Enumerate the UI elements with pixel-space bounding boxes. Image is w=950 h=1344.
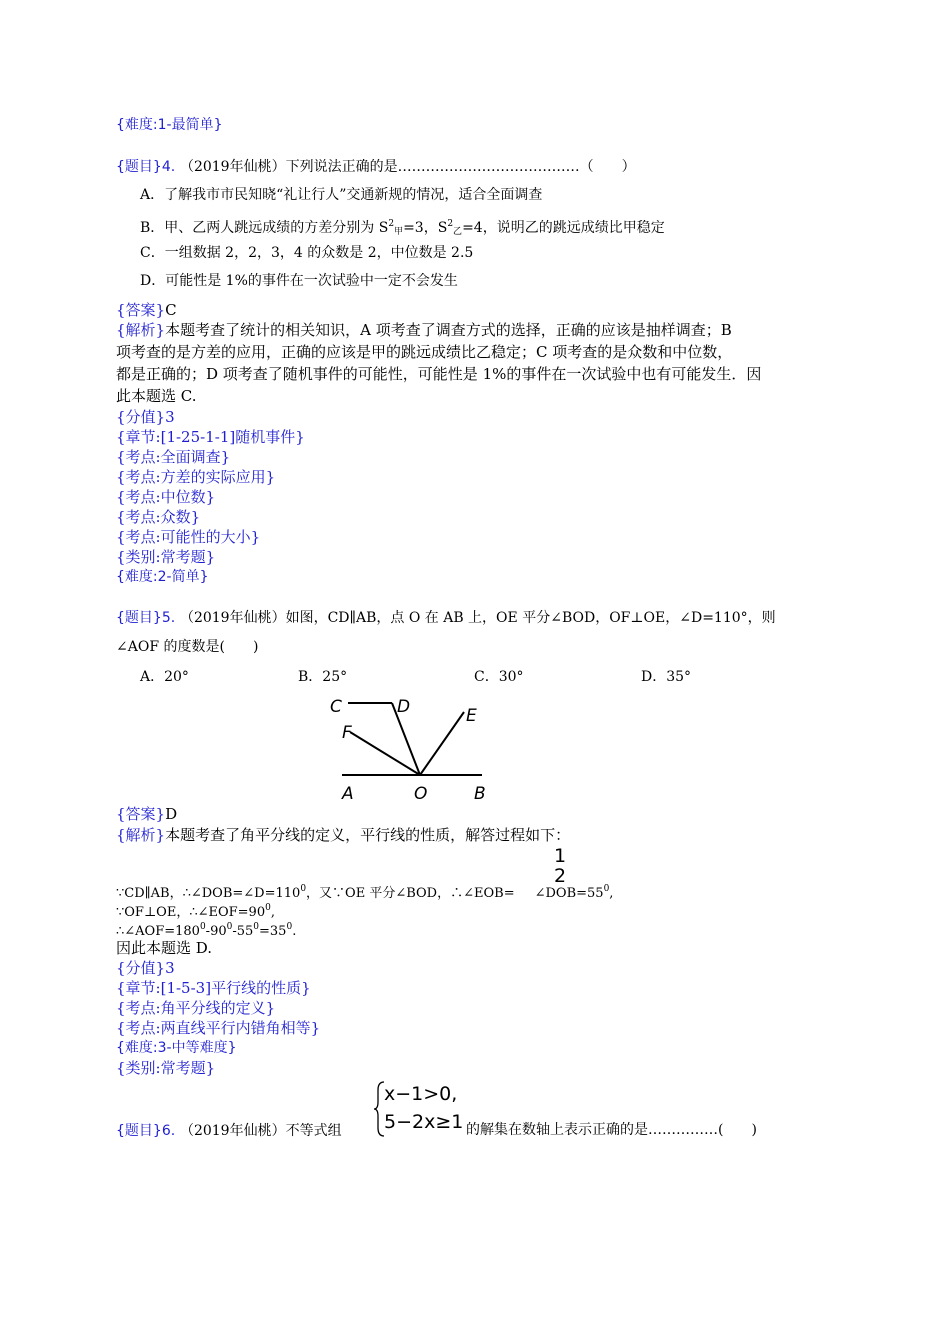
q5-difficulty: {难度:3-中等难度} xyxy=(116,1040,237,1056)
q4-analysis-line2: 项考查的是方差的应用，正确的应该是甲的跳远成绩比乙稳定；C 项考查的是众数和中位数， xyxy=(116,343,733,361)
q5-step1-d: , xyxy=(609,886,614,901)
q5-step3-a: ∴∠AOF=180 xyxy=(116,924,200,939)
q4-option-d: D．可能性是 1%的事件在一次试验中一定不会发生 xyxy=(140,273,458,289)
q4-option-b-sup1: 2 xyxy=(388,219,395,229)
q4-option-b-pre: B．甲、乙两人跳远成绩的方差分别为 S xyxy=(140,220,389,236)
q4-category: {类别:常考题} xyxy=(116,548,216,566)
deg-mark: 0 xyxy=(253,922,260,932)
q5-analysis-tag: {解析} xyxy=(116,826,166,844)
q4-stem-line xyxy=(116,156,636,177)
q4-option-b-mid: =3，S xyxy=(403,220,448,236)
label-c: C xyxy=(330,697,342,717)
q5-conclusion: 因此本题选 D. xyxy=(116,939,213,957)
q4-option-b xyxy=(140,214,665,242)
q5-step2-a: ∵OF⊥OE，∴∠EOF=90 xyxy=(116,905,266,920)
q4-option-c: C．一组数据 2，2，3，4 的众数是 2，中位数是 2.5 xyxy=(140,245,474,261)
q4-option-a: A．了解我市市民知晓“礼让行人”交通新规的情况，适合全面调查 xyxy=(140,187,543,203)
q5-stem-line1 xyxy=(116,607,776,628)
q4-point-4: {考点:众数} xyxy=(116,508,201,526)
q4-answer-tag: {答案} xyxy=(116,301,166,319)
q5-step3-d: =35 xyxy=(259,924,287,939)
deg-mark: 0 xyxy=(300,884,307,894)
prev-difficulty: {难度:1-最简单} xyxy=(116,117,223,133)
deg-mark: 0 xyxy=(265,903,271,913)
q5-tag: {题目}5. xyxy=(116,610,176,626)
q4-point-1: {考点:全面调查} xyxy=(116,448,231,466)
q5-chapter: {章节:[1-5-3]平行线的性质} xyxy=(116,979,311,997)
q5-step1-b: ，又∵OE 平分∠BOD，∴∠EOB= xyxy=(306,886,515,901)
q4-score: {分值}3 xyxy=(116,408,175,426)
label-f: F xyxy=(342,723,352,743)
q4-analysis-line1 xyxy=(116,320,732,340)
label-a: A xyxy=(342,784,354,804)
deg-mark: 0 xyxy=(226,922,233,932)
deg-mark: 0 xyxy=(286,922,293,932)
q4-point-3: {考点:中位数} xyxy=(116,488,216,506)
label-e: E xyxy=(466,706,477,726)
q6-inequality-2: 5−2x≥1 xyxy=(384,1111,464,1133)
q4-option-b-post: =4，说明乙的跳远成绩比甲稳定 xyxy=(462,220,665,236)
q5-option-b: B．25° xyxy=(298,669,348,685)
q6-tag: {题目}6. xyxy=(116,1123,176,1139)
q4-option-b-sub1: 甲 xyxy=(394,227,404,237)
q5-stem-line2: ∠AOF 的度数是( ) xyxy=(116,639,259,655)
q4-analysis-text1: 本题考查了统计的相关知识，A 项考查了调查方式的选择，正确的应该是抽样调查；B xyxy=(165,321,732,339)
q6-stem-post: 的解集在数轴上表示正确的是……………( ) xyxy=(466,1122,757,1138)
q5-point-2: {考点:两直线平行内错角相等} xyxy=(116,1019,321,1037)
q5-score: {分值}3 xyxy=(116,959,175,977)
fraction-numerator: 1 xyxy=(553,845,567,867)
q4-difficulty: {难度:2-简单} xyxy=(116,569,209,585)
q4-option-b-sup2: 2 xyxy=(447,219,454,229)
q4-analysis-tag: {解析} xyxy=(116,321,166,339)
q5-step1-a: ∵CD∥AB，∴∠DOB=∠D=110 xyxy=(116,886,301,901)
q4-answer-value: C xyxy=(165,301,177,319)
q5-answer xyxy=(116,804,177,824)
label-b: B xyxy=(474,784,486,804)
q5-step2-b: , xyxy=(270,905,275,920)
q5-answer-tag: {答案} xyxy=(116,805,166,823)
q5-option-a: A．20° xyxy=(140,669,189,685)
q5-step3-e: . xyxy=(292,924,297,939)
q5-figure xyxy=(320,690,500,805)
fraction-denominator: 2 xyxy=(553,865,567,887)
q5-answer-value: D xyxy=(165,805,178,823)
label-d: D xyxy=(397,697,411,717)
q4-point-5: {考点:可能性的大小} xyxy=(116,528,261,546)
q5-point-1: {考点:角平分线的定义} xyxy=(116,999,276,1017)
q5-stem1: （2019年仙桃）如图，CD∥AB，点 O 在 AB 上，OE 平分∠BOD，OF⊥OE，∠D=110°，则 xyxy=(179,610,776,626)
deg-mark: 0 xyxy=(603,884,610,894)
q6-inequality-1: x−1>0, xyxy=(384,1083,458,1105)
q5-option-c: C．30° xyxy=(474,669,524,685)
q4-stem: （2019年仙桃）下列说法正确的是…………………………………（ ） xyxy=(179,159,636,175)
q5-option-d: D．35° xyxy=(641,669,692,685)
q5-step3-c: -55 xyxy=(232,924,254,939)
q4-analysis-line4: 此本题选 C. xyxy=(116,387,197,405)
deg-mark: 0 xyxy=(199,922,206,932)
q6-stem-pre: （2019年仙桃）不等式组 xyxy=(179,1123,342,1139)
q4-option-b-sub2: 乙 xyxy=(453,227,463,237)
q6-stem-line xyxy=(116,1120,342,1141)
q5-category: {类别:常考题} xyxy=(116,1059,216,1077)
q5-step1-c: ∠DOB=55 xyxy=(534,886,604,901)
q4-analysis-line3: 都是正确的；D 项考查了随机事件的可能性，可能性是 1%的事件在一次试验中也有可能发生．因 xyxy=(116,365,762,383)
ray-of xyxy=(350,732,420,775)
label-o: O xyxy=(414,784,428,804)
q4-chapter: {章节:[1-25-1-1]随机事件} xyxy=(116,428,305,446)
q4-tag: {题目}4. xyxy=(116,159,176,175)
q4-point-2: {考点:方差的实际应用} xyxy=(116,468,276,486)
q5-step3-b: -90 xyxy=(205,924,227,939)
q4-answer xyxy=(116,300,177,320)
q5-analysis-line xyxy=(116,825,570,845)
q5-analysis-text: 本题考查了角平分线的定义，平行线的性质，解答过程如下： xyxy=(165,826,571,844)
ray-oe xyxy=(420,712,464,775)
